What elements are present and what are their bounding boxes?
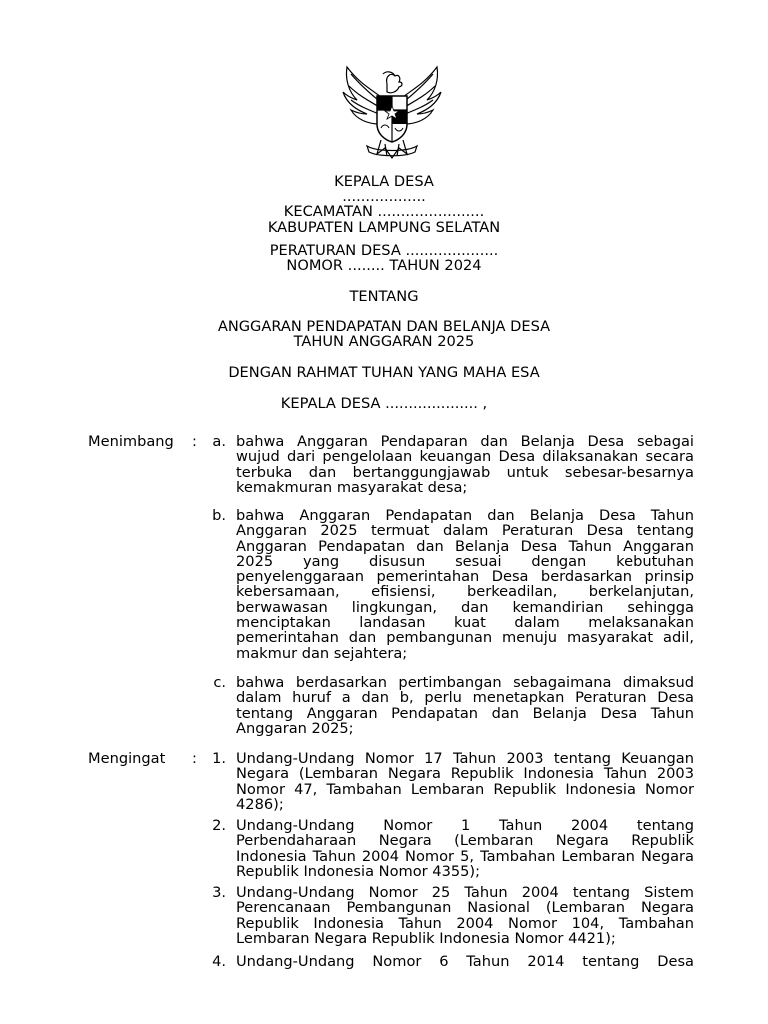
district-line: KECAMATAN ....................... <box>283 203 485 220</box>
regulation-number: NOMOR ........ TAHUN 2024 <box>286 257 482 274</box>
regency-line: KABUPATEN LAMPUNG SELATAN <box>267 219 501 236</box>
menimbang-item-a: bahwa Anggaran Pendaparan dan Belanja Desa sebagai wujud dari pengelolaan keuangan Desa dilaksanakan secara terbuka dan bertanggungjawab untuk sebesar-besarnya kemakmuran masyarakat desa; <box>236 433 694 496</box>
menimbang-marker-a: a. <box>212 433 226 450</box>
tentang-heading: TENTANG <box>349 288 419 305</box>
subject-line-1: ANGGARAN PENDAPATAN DAN BELANJA DESA <box>217 318 551 335</box>
mengingat-item-4: Undang-Undang Nomor 6 Tahun 2014 tentang Desa <box>236 953 694 970</box>
mengingat-item-3: Undang-Undang Nomor 25 Tahun 2004 tentang Sistem Perencanaan Pembangunan Nasional (Lembaran Negara Republik Indonesia Tahun 2004 Nomor 104, Tambahan Lembaran Negara Republik Indonesia Nomor 4421); <box>236 884 694 947</box>
mengingat-colon: : <box>192 750 197 767</box>
mengingat-marker-2: 2. <box>212 817 226 834</box>
mengingat-label: Mengingat <box>88 750 166 767</box>
regulation-title: PERATURAN DESA .................... <box>269 242 499 259</box>
mengingat-marker-1: 1. <box>212 750 226 767</box>
mengingat-item-2: Undang-Undang Nomor 1 Tahun 2004 tentang Perbendaharaan Negara (Lembaran Negara Republik Indonesia Tahun 2004 Nomor 5, Tambahan Lembaran Negara Republik Indonesia Nomor 4355); <box>236 817 694 880</box>
mengingat-marker-4: 4. <box>212 953 226 970</box>
village-name-placeholder: .................. <box>342 188 426 205</box>
garuda-emblem-icon <box>337 62 447 162</box>
menimbang-marker-b: b. <box>212 507 226 524</box>
menimbang-marker-c: c. <box>213 674 226 691</box>
preamble-kepala: KEPALA DESA .................... , <box>280 395 488 412</box>
menimbang-colon: : <box>192 433 197 450</box>
menimbang-label: Menimbang <box>88 433 174 450</box>
institution-title: KEPALA DESA <box>334 173 434 190</box>
mengingat-item-1: Undang-Undang Nomor 17 Tahun 2003 tentang Keuangan Negara (Lembaran Negara Republik Indonesia Tahun 2003 Nomor 47, Tambahan Lembaran Republik Indonesia Nomor 4286); <box>236 750 694 813</box>
subject-line-2: TAHUN ANGGARAN 2025 <box>293 333 475 350</box>
mengingat-marker-3: 3. <box>212 884 226 901</box>
menimbang-item-b: bahwa Anggaran Pendapatan dan Belanja Desa Tahun Anggaran 2025 termuat dalam Peraturan Desa tentang Anggaran Pendapatan dan Belanja Desa Tahun Anggaran 2025 yang disusun sesuai dengan kebutuhan penyelenggaraan pemerintahan Desa berdasarkan prinsip kebersamaan, efisiensi, berkeadilan, berkelanjutan, berwawasan lingkungan, dan kemandirian sehingga menciptakan landasan kuat dalam melaksanakan pemerintahan dan pembangunan menuju masyarakat adil, makmur dan sejahtera; <box>236 507 694 662</box>
preamble-rahmat: DENGAN RAHMAT TUHAN YANG MAHA ESA <box>228 364 540 381</box>
menimbang-item-c: bahwa berdasarkan pertimbangan sebagaimana dimaksud dalam huruf a dan b, perlu menetapkan Peraturan Desa tentang Anggaran Pendapatan dan Belanja Desa Tahun Anggaran 2025; <box>236 674 694 737</box>
